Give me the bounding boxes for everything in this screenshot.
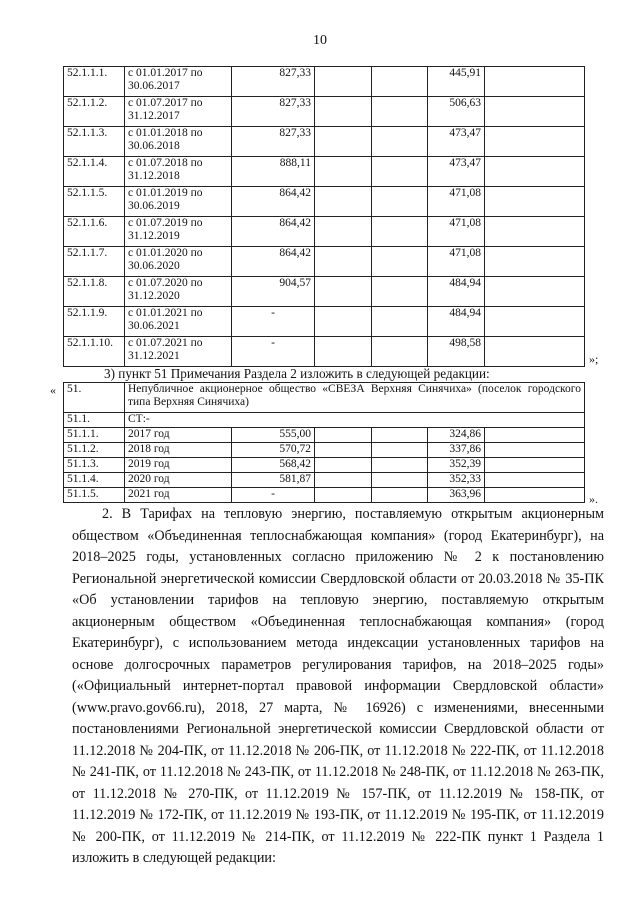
- row-empty-cell: [485, 67, 585, 97]
- row-value-1: 555,00: [232, 428, 315, 443]
- row-empty-cell: [315, 458, 372, 473]
- item3-paragraph: 3) пункт 51 Примечания Раздела 2 изложить в следующей редакции:: [104, 366, 490, 381]
- row-value-2: 471,08: [428, 247, 485, 277]
- row-empty-cell: [372, 307, 428, 337]
- row-code: 51.1.5.: [64, 488, 125, 503]
- row-value-1: -: [232, 488, 315, 503]
- tariff-table-51: [63, 382, 585, 503]
- row-value-1: 827,33: [232, 127, 315, 157]
- row-code: 52.1.1.4.: [64, 157, 125, 187]
- row-empty-cell: [372, 217, 428, 247]
- row-value-2: 471,08: [428, 187, 485, 217]
- row-code: 52.1.1.10.: [64, 337, 125, 367]
- row-empty-cell: [372, 443, 428, 458]
- table-row: [64, 307, 585, 337]
- row-code: 52.1.1.7.: [64, 247, 125, 277]
- row-period: с 01.01.2019 по 30.06.2019: [125, 187, 232, 217]
- row-empty-cell: [485, 157, 585, 187]
- table-row: [64, 127, 585, 157]
- row-value-1: 827,33: [232, 67, 315, 97]
- row-empty-cell: [485, 428, 585, 443]
- row-period: 2021 год: [125, 488, 232, 503]
- row-empty-cell: [485, 473, 585, 488]
- row-empty-cell: [485, 443, 585, 458]
- row-empty-cell: [315, 488, 372, 503]
- item2-paragraph: 2. В Тарифах на тепловую энергию, поставляемую открытым акционерным обществом «Объединенная теплоснабжающая компания» (город Екатеринбург), на 2018–2025 годы, установленных согласно приложению № 2 к постановлению Региональной энергетической комиссии Свердловской области от 20.03.2018 № 35-ПК «Об установлении тарифов на тепловую энергию, поставляемую открытым акционерным обществом «Объединенная теплоснабжающая компания» (город Екатеринбург), с использованием метода индексации установленных тарифов на основе долгосрочных параметров регулирования тарифов, на 2018–2025 годы» («Официальный интернет-портал правовой информации Свердловской области» (www.pravo.gov66.ru), 2018, 27 марта, № 16926) с изменениями, внесенными постановлениями Региональной энергетической комиссии Свердловской области от 11.12.2018 № 204-ПК, от 11.12.2018 № 206-ПК, от 11.12.2018 № 222-ПК, от 11.12.2018 № 241-ПК, от 11.12.2018 № 243-ПК, от 11.12.2018 № 248-ПК, от 11.12.2018 № 263-ПК, от 11.12.2018 № 270-ПК, от 11.12.2019 № 157-ПК, от 11.12.2019 № 158-ПК, от 11.12.2019 № 172-ПК, от 11.12.2019 № 193-ПК, от 11.12.2019 № 195-ПК, от 11.12.2019 № 200-ПК, от 11.12.2019 № 214-ПК, от 11.12.2019 № 222-ПК пункт 1 Раздела 1 изложить в следующей редакции:: [72, 506, 604, 866]
- row-code: 52.1.1.9.: [64, 307, 125, 337]
- table-row: [64, 428, 585, 443]
- row-empty-cell: [315, 428, 372, 443]
- row-empty-cell: [485, 247, 585, 277]
- table-row: [64, 277, 585, 307]
- row-code: 52.1.1.2.: [64, 97, 125, 127]
- row-empty-cell: [485, 277, 585, 307]
- table2-close-mark: ».: [589, 492, 598, 506]
- row-empty-cell: [372, 127, 428, 157]
- row-empty-cell: [372, 337, 428, 367]
- row-code: 52.1.1.8.: [64, 277, 125, 307]
- row-value-1: 581,87: [232, 473, 315, 488]
- row-value-2: 352,39: [428, 458, 485, 473]
- row-empty-cell: [485, 217, 585, 247]
- row-value-1: 864,42: [232, 217, 315, 247]
- row-period: с 01.01.2018 по 30.06.2018: [125, 127, 232, 157]
- org-code: 51.: [64, 383, 125, 413]
- org-name: Непубличное акционерное общество «СВЕЗА Верхняя Синячиха» (поселок городского типа Верхняя Синячиха): [125, 383, 585, 413]
- row-value-1: 827,33: [232, 97, 315, 127]
- row-period: с 01.07.2017 по 31.12.2017: [125, 97, 232, 127]
- row-empty-cell: [315, 473, 372, 488]
- row-empty-cell: [315, 127, 372, 157]
- table-subheader-row: [64, 413, 585, 428]
- row-value-2: 363,96: [428, 488, 485, 503]
- row-value-2: 484,94: [428, 307, 485, 337]
- row-empty-cell: [315, 443, 372, 458]
- row-period: 2020 год: [125, 473, 232, 488]
- row-period: с 01.07.2019 по 31.12.2019: [125, 217, 232, 247]
- table-row: [64, 217, 585, 247]
- row-empty-cell: [315, 217, 372, 247]
- row-empty-cell: [485, 488, 585, 503]
- row-period: с 01.01.2020 по 30.06.2020: [125, 247, 232, 277]
- row-period: с 01.01.2021 по 30.06.2021: [125, 307, 232, 337]
- row-code: 51.1.3.: [64, 458, 125, 473]
- row-empty-cell: [485, 127, 585, 157]
- row-empty-cell: [372, 277, 428, 307]
- row-empty-cell: [372, 247, 428, 277]
- row-empty-cell: [315, 307, 372, 337]
- row-code: 51.1.4.: [64, 473, 125, 488]
- row-value-2: 484,94: [428, 277, 485, 307]
- sub-name: СТ:-: [125, 413, 585, 428]
- row-value-2: 324,86: [428, 428, 485, 443]
- table-row: [64, 473, 585, 488]
- row-value-1: -: [232, 307, 315, 337]
- row-empty-cell: [315, 67, 372, 97]
- row-value-2: 471,08: [428, 217, 485, 247]
- sub-code: 51.1.: [64, 413, 125, 428]
- row-value-2: 445,91: [428, 67, 485, 97]
- table-row: [64, 157, 585, 187]
- row-value-1: -: [232, 337, 315, 367]
- row-period: с 01.07.2020 по 31.12.2020: [125, 277, 232, 307]
- row-empty-cell: [372, 157, 428, 187]
- row-empty-cell: [485, 97, 585, 127]
- row-period: с 01.01.2017 по 30.06.2017: [125, 67, 232, 97]
- row-value-1: 904,57: [232, 277, 315, 307]
- table-row: [64, 488, 585, 503]
- row-empty-cell: [372, 67, 428, 97]
- row-code: 51.1.2.: [64, 443, 125, 458]
- row-period: 2019 год: [125, 458, 232, 473]
- row-empty-cell: [315, 247, 372, 277]
- row-value-1: 888,11: [232, 157, 315, 187]
- tariff-table-52: [63, 66, 585, 367]
- table-header-row: [64, 383, 585, 413]
- table-row: [64, 337, 585, 367]
- table-row: [64, 97, 585, 127]
- row-empty-cell: [372, 488, 428, 503]
- row-value-2: 506,63: [428, 97, 485, 127]
- row-period: с 01.07.2018 по 31.12.2018: [125, 157, 232, 187]
- row-period: 2018 год: [125, 443, 232, 458]
- page-number: 10: [313, 33, 327, 48]
- row-value-1: 570,72: [232, 443, 315, 458]
- row-code: 51.1.1.: [64, 428, 125, 443]
- row-value-1: 864,42: [232, 247, 315, 277]
- row-value-2: 473,47: [428, 157, 485, 187]
- row-code: 52.1.1.1.: [64, 67, 125, 97]
- table-row: [64, 443, 585, 458]
- table1-close-mark: »;: [589, 352, 599, 366]
- row-empty-cell: [485, 337, 585, 367]
- row-empty-cell: [315, 97, 372, 127]
- row-value-1: 568,42: [232, 458, 315, 473]
- row-value-2: 337,86: [428, 443, 485, 458]
- row-value-1: 864,42: [232, 187, 315, 217]
- table-row: [64, 247, 585, 277]
- row-code: 52.1.1.6.: [64, 217, 125, 247]
- row-empty-cell: [485, 458, 585, 473]
- row-empty-cell: [485, 307, 585, 337]
- row-empty-cell: [372, 428, 428, 443]
- row-empty-cell: [315, 187, 372, 217]
- row-empty-cell: [315, 157, 372, 187]
- table-row: [64, 458, 585, 473]
- table-row: [64, 187, 585, 217]
- row-empty-cell: [485, 187, 585, 217]
- row-empty-cell: [372, 97, 428, 127]
- row-period: 2017 год: [125, 428, 232, 443]
- row-value-2: 473,47: [428, 127, 485, 157]
- row-empty-cell: [372, 187, 428, 217]
- row-code: 52.1.1.3.: [64, 127, 125, 157]
- row-empty-cell: [315, 277, 372, 307]
- row-value-2: 352,33: [428, 473, 485, 488]
- row-empty-cell: [372, 473, 428, 488]
- row-period: с 01.07.2021 по 31.12.2021: [125, 337, 232, 367]
- table2-open-mark: «: [50, 383, 56, 397]
- table-row: [64, 67, 585, 97]
- row-code: 52.1.1.5.: [64, 187, 125, 217]
- row-empty-cell: [315, 337, 372, 367]
- row-value-2: 498,58: [428, 337, 485, 367]
- row-empty-cell: [372, 458, 428, 473]
